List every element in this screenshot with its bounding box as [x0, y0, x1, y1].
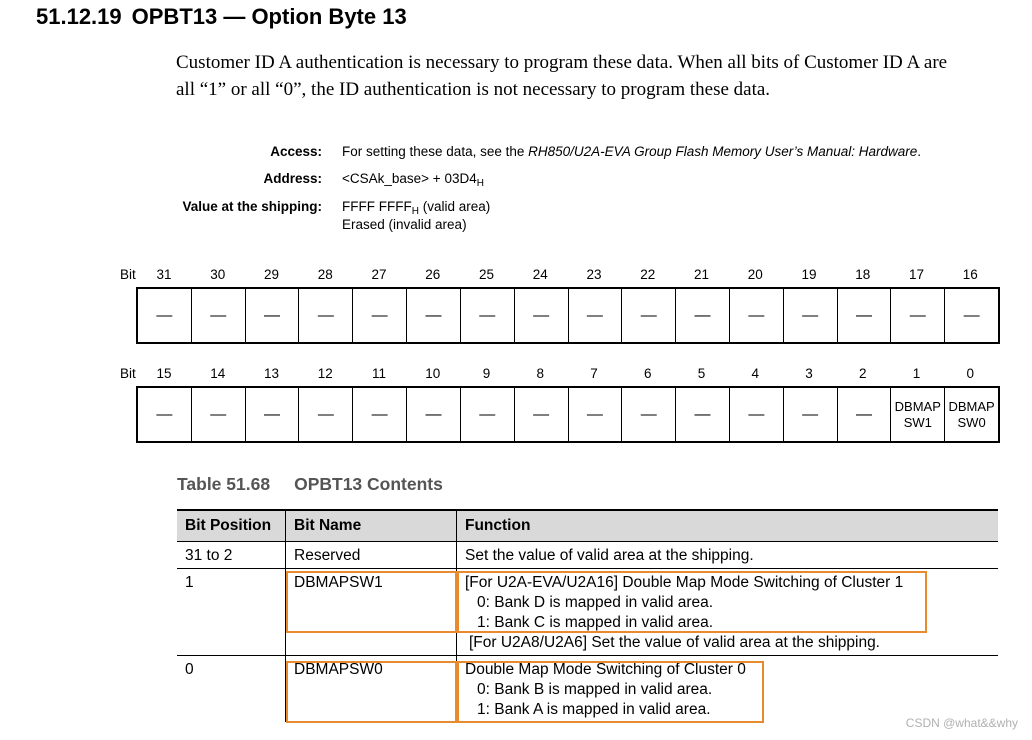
- bit-field-reserved: —: [353, 388, 407, 441]
- bit-field-reserved: —: [138, 388, 192, 441]
- bit-number: 31: [156, 267, 172, 282]
- bit-number: 28: [317, 267, 333, 282]
- bit-field-reserved: —: [569, 388, 623, 441]
- bit-field-reserved: —: [676, 289, 730, 342]
- bit-field-reserved: —: [407, 289, 461, 342]
- function-line: 0: Bank B is mapped in valid area.: [477, 681, 713, 698]
- bit-number: 14: [210, 366, 226, 381]
- bit-number: 11: [371, 366, 386, 381]
- function-line: 1: Bank C is mapped in valid area.: [477, 614, 714, 631]
- table-header-row: [177, 510, 998, 542]
- bit-field-reserved: —: [784, 388, 838, 441]
- hex-subscript: H: [476, 178, 484, 189]
- bit-field-reserved: —: [730, 289, 784, 342]
- bit-field-reserved: —: [569, 289, 623, 342]
- table-caption: [177, 474, 443, 495]
- bit-number: 4: [751, 366, 759, 381]
- intro-paragraph-line-2: all “1” or all “0”, the ID authentication is not necessary to program these data.: [176, 79, 771, 100]
- bit-name-cell: DBMAPSW1: [286, 569, 457, 656]
- bit-position-cell: 0: [177, 656, 286, 723]
- bit-field-reserved: —: [192, 289, 246, 342]
- bit-name-cell: Reserved: [286, 542, 457, 569]
- shipping-valid-note: (valid area): [418, 199, 491, 214]
- section-heading: [36, 4, 407, 30]
- bit-field-reserved: —: [192, 388, 246, 441]
- register-upper-row: [136, 287, 1000, 344]
- table-row: [177, 542, 998, 569]
- access-value-prefix: For setting these data, see the: [342, 144, 529, 159]
- bit-number: 19: [801, 267, 817, 282]
- section-title: OPBT13 — Option Byte 13: [131, 4, 407, 29]
- bit-number: 29: [263, 267, 280, 282]
- bit-field-reserved: —: [461, 289, 515, 342]
- bit-number: 18: [855, 267, 871, 282]
- bit-field-dbmapsw1: DBMAP SW1: [891, 388, 945, 441]
- bit-field-reserved: —: [838, 289, 892, 342]
- highlight-box-dbmapsw1-name: [286, 571, 457, 633]
- bit-number: 8: [536, 366, 544, 381]
- bit-number: 20: [747, 267, 763, 282]
- bit-field-reserved: —: [963, 306, 980, 324]
- bit-label-lower: Bit: [120, 366, 136, 381]
- bit-field-reserved: —: [246, 388, 300, 441]
- bit-number: 0: [966, 366, 974, 381]
- bit-position-cell: 1: [177, 569, 286, 656]
- bit-number: 23: [586, 267, 602, 282]
- hex-subscript: H: [411, 206, 419, 217]
- register-lower-row: [136, 386, 1000, 443]
- address-text: <CSAk_base> + 03D4: [342, 171, 477, 186]
- bit-number: 17: [908, 267, 925, 282]
- bit-name-cell: DBMAPSW0: [286, 656, 457, 723]
- intro-paragraph-line-1: Customer ID A authentication is necessary to program these data. When all bits of Customer ID A are: [176, 52, 948, 73]
- bit-field-reserved: —: [784, 289, 838, 342]
- shipping-value-line-1: [342, 199, 490, 217]
- function-line: 1: Bank A is mapped in valid area.: [477, 701, 711, 718]
- bit-number: 7: [590, 366, 598, 381]
- bit-field-reserved: —: [138, 289, 192, 342]
- bit-field-reserved: —: [730, 388, 784, 441]
- bit-number: 2: [858, 366, 867, 381]
- bit-field-reserved: —: [515, 388, 569, 441]
- access-value-suffix: .: [917, 144, 922, 159]
- watermark: CSDN @what&&why: [905, 716, 1018, 730]
- highlight-box-dbmapsw1-function: [457, 571, 927, 633]
- highlight-box-dbmapsw0-function: [457, 661, 764, 723]
- function-line: [For U2A8/U2A6] Set the value of valid area at the shipping.: [469, 634, 880, 651]
- bit-field-reserved: —: [676, 388, 730, 441]
- shipping-value-line-2: Erased (invalid area): [342, 217, 467, 232]
- header-bit-name: Bit Name: [286, 510, 457, 542]
- function-cell: Set the value of valid area at the shipping.: [457, 542, 999, 569]
- bit-field-dbmapsw0: DBMAP SW0: [948, 398, 995, 430]
- table-title: OPBT13 Contents: [294, 474, 443, 494]
- bit-field-reserved: —: [891, 289, 945, 342]
- bit-position-cell: 31 to 2: [177, 542, 286, 569]
- function-line: Double Map Mode Switching of Cluster 0: [465, 661, 746, 678]
- bit-number: 21: [693, 267, 710, 282]
- bit-field-reserved: —: [515, 289, 569, 342]
- bit-field-reserved: —: [353, 289, 407, 342]
- bit-field-reserved: —: [622, 388, 676, 441]
- bit-number: 12: [317, 366, 333, 381]
- bit-number: 9: [482, 366, 491, 381]
- header-function: Function: [457, 510, 999, 542]
- header-bit-position: Bit Position: [177, 510, 286, 542]
- table-number: Table 51.68: [177, 474, 271, 494]
- bit-number: 15: [156, 366, 172, 381]
- function-line: 0: Bank D is mapped in valid area.: [477, 594, 714, 611]
- bit-field-reserved: —: [407, 388, 461, 441]
- bit-field-reserved: —: [838, 388, 892, 441]
- access-value: [342, 144, 921, 159]
- highlight-box-dbmapsw0-name: [286, 661, 457, 723]
- bit-field-reserved: —: [246, 289, 300, 342]
- bit-field-reserved: —: [299, 388, 353, 441]
- bit-number: 3: [805, 366, 813, 381]
- section-number: 51.12.19: [36, 4, 122, 29]
- bit-number: 22: [640, 267, 656, 282]
- bit-field-reserved: —: [461, 388, 515, 441]
- bit-number: 5: [697, 366, 706, 381]
- bit-number: 27: [371, 267, 387, 282]
- bit-field-reserved: —: [622, 289, 676, 342]
- shipping-label: Value at the shipping:: [182, 199, 322, 214]
- bit-number: 10: [425, 366, 441, 381]
- bit-number: 1: [912, 366, 921, 381]
- address-label: Address:: [263, 171, 322, 186]
- bit-label-upper: Bit: [120, 267, 136, 282]
- bit-number: 26: [425, 267, 441, 282]
- shipping-hex: FFFF FFFF: [342, 199, 412, 214]
- function-line: [For U2A-EVA/U2A16] Double Map Mode Switching of Cluster 1: [465, 574, 904, 591]
- bit-number: 24: [532, 267, 548, 282]
- bit-number: 30: [210, 267, 226, 282]
- bit-field-reserved: —: [299, 289, 353, 342]
- manual-title: RH850/U2A-EVA Group Flash Memory User’s Manual: Hardware: [528, 144, 918, 159]
- bit-number: 13: [263, 366, 280, 381]
- bit-number: 6: [643, 366, 652, 381]
- bit-number: 25: [478, 267, 495, 282]
- address-value: [342, 171, 484, 189]
- access-label: Access:: [270, 144, 322, 159]
- bit-number: 16: [962, 267, 978, 282]
